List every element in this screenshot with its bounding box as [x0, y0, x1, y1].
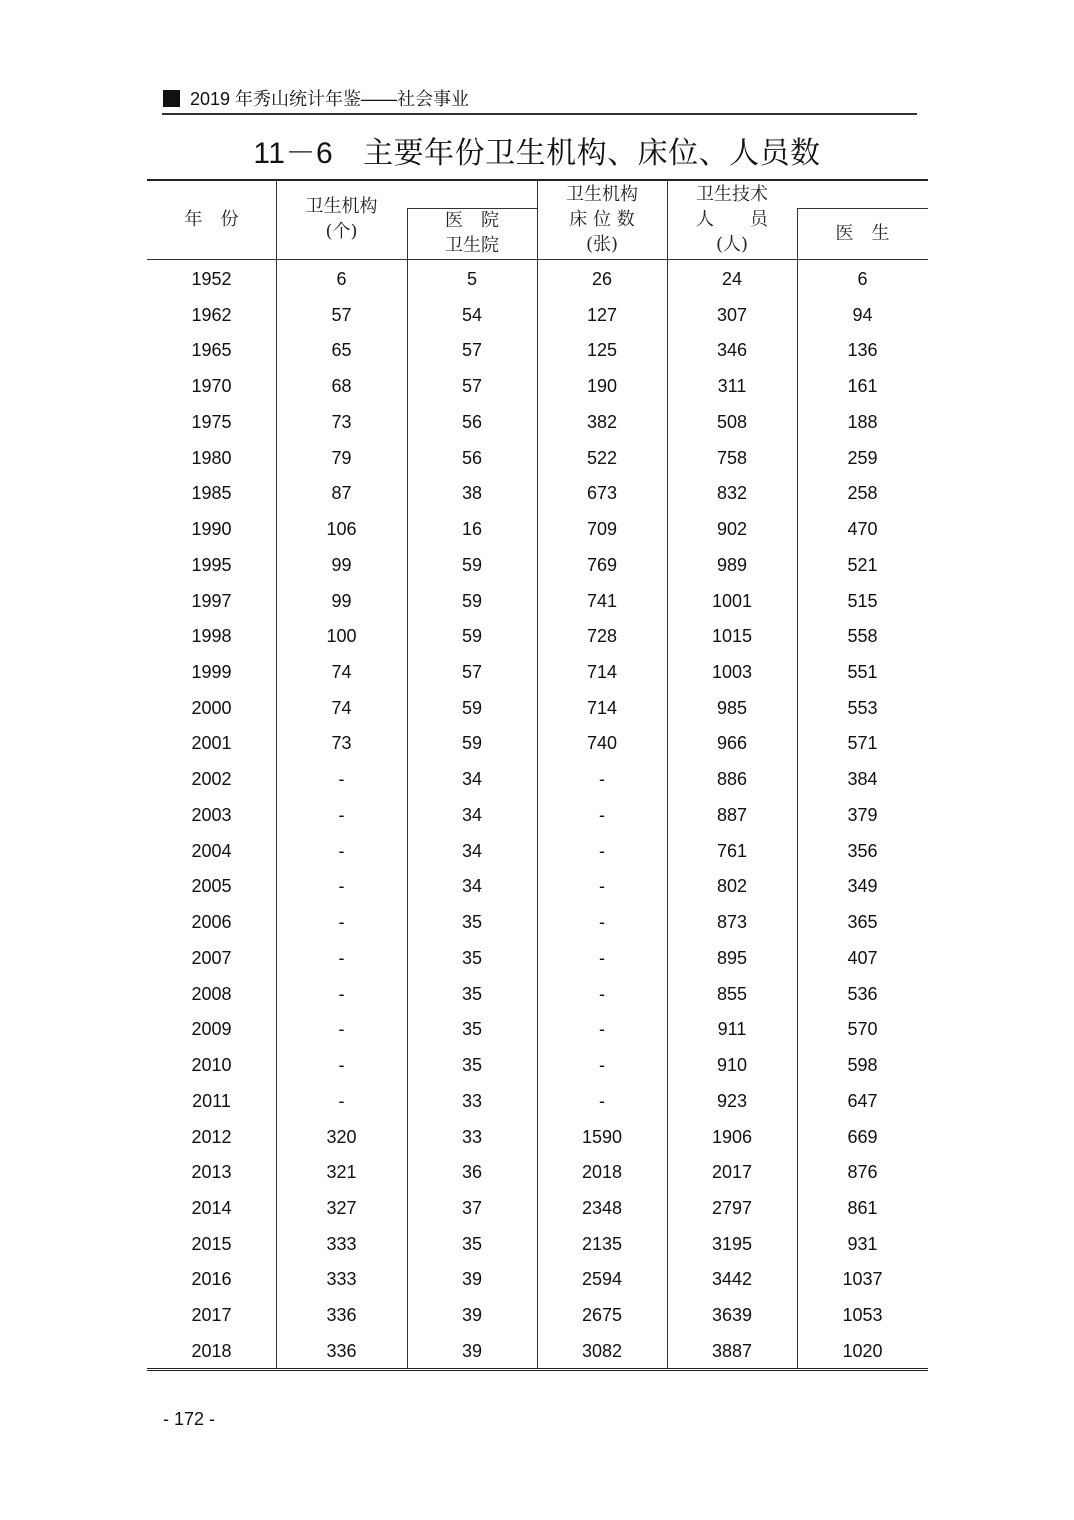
header-beds — [537, 182, 667, 257]
cell-tech-staff: 3442 — [711, 1269, 753, 1290]
cell-year: 1965 — [191, 340, 232, 361]
cell-tech-staff: 1003 — [711, 662, 753, 683]
header-beds-unit: (张) — [585, 234, 619, 255]
cell-beds: 740 — [586, 733, 618, 754]
table-row — [147, 297, 928, 333]
cell-doctors: 1053 — [842, 1305, 883, 1326]
cell-year: 1997 — [191, 590, 232, 611]
cell-institutions: 336 — [326, 1305, 357, 1326]
cell-institutions: 68 — [331, 376, 352, 397]
cell-tech-staff: 911 — [717, 1019, 747, 1040]
cell-beds: - — [599, 804, 605, 825]
table-row — [147, 833, 928, 869]
table-row — [147, 1119, 928, 1155]
cell-doctors: 1037 — [842, 1269, 883, 1290]
cell-hospitals: 56 — [461, 411, 483, 432]
cell-institutions: 327 — [326, 1197, 357, 1218]
cell-year: 2012 — [191, 1126, 232, 1147]
cell-beds: - — [599, 983, 605, 1004]
cell-beds: 2675 — [581, 1305, 623, 1326]
header-tech-staff-line2: 人 员 — [696, 209, 768, 230]
cell-institutions: 79 — [331, 447, 352, 468]
cell-institutions: 99 — [331, 554, 352, 575]
square-bullet-icon — [163, 90, 180, 107]
cell-tech-staff: 985 — [716, 697, 748, 718]
table-row — [147, 1226, 928, 1262]
cell-tech-staff: 832 — [716, 483, 748, 504]
cell-hospitals: 56 — [461, 447, 483, 468]
cell-beds: 673 — [586, 483, 618, 504]
table-title — [0, 128, 1074, 172]
table-row — [147, 368, 928, 404]
cell-tech-staff: 855 — [716, 983, 748, 1004]
cell-beds: - — [599, 912, 605, 933]
cell-beds: - — [599, 876, 605, 897]
running-head-text: 2019 年秀山统计年鉴——社会事业 — [190, 89, 470, 109]
cell-hospitals: 33 — [461, 1126, 483, 1147]
cell-doctors: 570 — [847, 1019, 878, 1040]
cell-hospitals: 39 — [461, 1305, 483, 1326]
cell-hospitals: 39 — [461, 1269, 483, 1290]
cell-hospitals: 16 — [461, 519, 483, 540]
cell-institutions: - — [338, 1090, 345, 1111]
table-row — [147, 404, 928, 440]
cell-institutions: 336 — [326, 1340, 357, 1361]
cell-hospitals: 59 — [461, 554, 483, 575]
cell-institutions: - — [338, 947, 345, 968]
cell-doctors: 536 — [847, 983, 878, 1004]
cell-tech-staff: 902 — [716, 519, 748, 540]
cell-hospitals: 35 — [461, 1233, 483, 1254]
cell-institutions: 321 — [326, 1162, 357, 1183]
cell-doctors: 598 — [847, 1055, 878, 1076]
header-hospitals-line2: 卫生院 — [445, 235, 499, 256]
cell-doctors: 551 — [847, 662, 878, 683]
cell-year: 2017 — [191, 1305, 232, 1326]
table-row — [147, 332, 928, 368]
cell-doctors: 258 — [847, 483, 878, 504]
cell-doctors: 931 — [847, 1233, 878, 1254]
cell-tech-staff: 910 — [716, 1055, 748, 1076]
cell-institutions: 74 — [331, 697, 352, 718]
table-row — [147, 440, 928, 476]
cell-year: 1980 — [191, 447, 232, 468]
header-tech-staff — [667, 182, 797, 257]
cell-doctors: 558 — [847, 626, 878, 647]
cell-beds: 2594 — [581, 1269, 623, 1290]
cell-doctors: 188 — [847, 411, 878, 432]
table-row — [147, 1333, 928, 1369]
cell-institutions: 6 — [336, 269, 347, 289]
cell-institutions: - — [338, 1055, 345, 1076]
cell-year: 2013 — [191, 1162, 232, 1183]
cell-year: 2011 — [192, 1090, 231, 1111]
cell-tech-staff: 873 — [716, 912, 748, 933]
header-tech-staff-line1: 卫生技术 — [696, 184, 768, 205]
table-row — [147, 261, 928, 297]
table-row — [147, 583, 928, 619]
header-institutions — [276, 194, 407, 244]
cell-beds: 741 — [586, 590, 618, 611]
cell-institutions: 99 — [331, 590, 352, 611]
cell-year: 2001 — [191, 733, 232, 754]
cell-beds: 709 — [586, 519, 618, 540]
cell-institutions: 87 — [331, 483, 352, 504]
cell-beds: 127 — [586, 304, 618, 325]
cell-hospitals: 59 — [461, 626, 483, 647]
cell-doctors: 349 — [847, 876, 878, 897]
cell-hospitals: 54 — [461, 304, 483, 325]
cell-doctors: 647 — [847, 1090, 878, 1111]
cell-tech-staff: 24 — [721, 269, 743, 289]
table-row — [147, 761, 928, 797]
cell-beds: 714 — [586, 697, 618, 718]
header-doctors: 医 生 — [835, 223, 890, 244]
cell-beds: - — [599, 1055, 605, 1076]
cell-doctors: 669 — [847, 1126, 878, 1147]
cell-tech-staff: 1001 — [711, 590, 753, 611]
cell-year: 1975 — [191, 411, 232, 432]
cell-year: 2006 — [191, 912, 232, 933]
cell-tech-staff: 758 — [716, 447, 748, 468]
cell-institutions: - — [338, 769, 345, 790]
page-number: - 172 - — [163, 1409, 216, 1429]
header-beds-line2: 床 位 数 — [569, 209, 635, 230]
table-row — [147, 618, 928, 654]
cell-tech-staff: 311 — [717, 376, 747, 397]
cell-doctors: 521 — [847, 554, 878, 575]
cell-doctors: 379 — [847, 804, 878, 825]
cell-institutions: - — [338, 912, 345, 933]
cell-hospitals: 34 — [461, 804, 483, 825]
cell-hospitals: 35 — [461, 1019, 483, 1040]
cell-tech-staff: 887 — [716, 804, 748, 825]
table-row — [147, 511, 928, 547]
table-row — [147, 1261, 928, 1297]
cell-doctors: 1020 — [842, 1340, 883, 1361]
cell-beds: 190 — [586, 376, 618, 397]
table-row — [147, 904, 928, 940]
cell-year: 1952 — [191, 269, 232, 289]
header-hospitals — [407, 208, 537, 258]
header-beds-line1: 卫生机构 — [566, 184, 638, 205]
table-row — [147, 1083, 928, 1119]
table-number: 11－6 — [253, 137, 334, 170]
cell-institutions: 74 — [331, 662, 352, 683]
cell-doctors: 407 — [847, 947, 878, 968]
table-row — [147, 1190, 928, 1226]
cell-hospitals: 35 — [461, 947, 483, 968]
cell-institutions: 320 — [326, 1126, 357, 1147]
cell-hospitals: 59 — [461, 697, 483, 718]
cell-institutions: - — [338, 840, 345, 861]
cell-hospitals: 35 — [461, 912, 483, 933]
cell-year: 2003 — [191, 804, 232, 825]
cell-tech-staff: 802 — [716, 876, 748, 897]
cell-tech-staff: 761 — [716, 840, 748, 861]
cell-beds: 2135 — [581, 1233, 623, 1254]
cell-hospitals: 37 — [461, 1197, 483, 1218]
cell-institutions: - — [338, 983, 345, 1004]
cell-beds: - — [599, 840, 605, 861]
table-row — [147, 547, 928, 583]
cell-year: 1985 — [191, 483, 232, 504]
cell-tech-staff: 3887 — [711, 1340, 753, 1361]
cell-beds: 3082 — [581, 1340, 623, 1361]
table-bottom-rule — [147, 1368, 928, 1371]
header-hospitals-line1: 医 院 — [445, 210, 499, 231]
cell-beds: - — [599, 1019, 605, 1040]
cell-tech-staff: 966 — [716, 733, 748, 754]
cell-beds: - — [599, 1090, 605, 1111]
cell-doctors: 136 — [847, 340, 878, 361]
cell-doctors: 356 — [847, 840, 878, 861]
cell-doctors: 384 — [847, 769, 878, 790]
cell-year: 2008 — [191, 983, 232, 1004]
cell-hospitals: 35 — [461, 983, 483, 1004]
cell-tech-staff: 1906 — [711, 1126, 753, 1147]
cell-year: 1970 — [191, 376, 232, 397]
table-row — [147, 976, 928, 1012]
header-institutions-line1: 卫生机构 — [305, 196, 378, 217]
cell-institutions: - — [338, 1019, 345, 1040]
table-row — [147, 1011, 928, 1047]
cell-beds: 769 — [586, 554, 618, 575]
cell-year: 1990 — [191, 519, 232, 540]
cell-beds: - — [599, 947, 605, 968]
cell-year: 2014 — [191, 1197, 232, 1218]
cell-institutions: 73 — [331, 733, 352, 754]
header-institutions-unit: (个) — [325, 221, 358, 242]
table-row — [147, 1297, 928, 1333]
cell-tech-staff: 508 — [716, 411, 748, 432]
cell-hospitals: 36 — [461, 1162, 483, 1183]
cell-tech-staff: 3639 — [711, 1305, 753, 1326]
cell-doctors: 161 — [847, 376, 878, 397]
cell-year: 1999 — [191, 662, 232, 683]
cell-hospitals: 35 — [461, 1055, 483, 1076]
cell-year: 1995 — [191, 554, 232, 575]
cell-institutions: 57 — [331, 304, 352, 325]
cell-year: 1962 — [191, 304, 232, 325]
cell-tech-staff: 346 — [716, 340, 748, 361]
cell-beds: 382 — [586, 411, 618, 432]
cell-tech-staff: 307 — [716, 304, 748, 325]
cell-institutions: 333 — [326, 1233, 357, 1254]
cell-hospitals: 57 — [461, 340, 483, 361]
cell-doctors: 470 — [847, 519, 878, 540]
cell-hospitals: 33 — [461, 1090, 483, 1111]
cell-year: 2010 — [191, 1055, 232, 1076]
cell-doctors: 876 — [847, 1162, 878, 1183]
cell-hospitals: 57 — [461, 376, 483, 397]
cell-beds: 2018 — [581, 1162, 623, 1183]
head-rule — [162, 113, 917, 115]
table-row — [147, 868, 928, 904]
cell-doctors: 259 — [847, 447, 878, 468]
table-title-text: 主要年份卫生机构、床位、人员数 — [363, 137, 821, 170]
table-row — [147, 475, 928, 511]
cell-hospitals: 59 — [461, 733, 483, 754]
cell-tech-staff: 1015 — [711, 626, 753, 647]
running-head — [163, 86, 469, 110]
cell-year: 2018 — [191, 1340, 232, 1361]
header-year: 年 份 — [184, 209, 239, 230]
cell-doctors: 6 — [857, 269, 868, 289]
table-row — [147, 940, 928, 976]
header-sub-rule-doctors — [797, 208, 928, 209]
cell-doctors: 571 — [847, 733, 878, 754]
table-row — [147, 690, 928, 726]
cell-hospitals: 57 — [461, 662, 483, 683]
cell-hospitals: 34 — [461, 840, 483, 861]
cell-beds: 125 — [586, 340, 618, 361]
cell-institutions: - — [338, 804, 345, 825]
cell-year: 2005 — [191, 876, 232, 897]
cell-institutions: 65 — [331, 340, 352, 361]
cell-year: 1998 — [191, 626, 232, 647]
table-row — [147, 725, 928, 761]
cell-beds: 728 — [586, 626, 618, 647]
cell-beds: 522 — [586, 447, 618, 468]
cell-hospitals: 34 — [461, 876, 483, 897]
cell-beds: 1590 — [581, 1126, 623, 1147]
cell-doctors: 365 — [847, 912, 878, 933]
table-row — [147, 797, 928, 833]
cell-year: 2009 — [191, 1019, 232, 1040]
cell-year: 2015 — [191, 1233, 232, 1254]
table-row — [147, 1047, 928, 1083]
cell-year: 2000 — [191, 697, 232, 718]
cell-year: 2002 — [191, 769, 232, 790]
cell-tech-staff: 3195 — [711, 1233, 753, 1254]
cell-hospitals: 34 — [461, 769, 483, 790]
cell-institutions: 106 — [326, 519, 357, 540]
cell-tech-staff: 2017 — [711, 1162, 753, 1183]
cell-tech-staff: 989 — [716, 554, 748, 575]
cell-doctors: 553 — [847, 697, 878, 718]
cell-doctors: 861 — [847, 1197, 878, 1218]
cell-hospitals: 59 — [461, 590, 483, 611]
cell-year: 2016 — [191, 1269, 232, 1290]
cell-tech-staff: 895 — [716, 947, 748, 968]
cell-institutions: 333 — [326, 1269, 357, 1290]
cell-beds: 26 — [591, 269, 613, 289]
cell-doctors: 515 — [847, 590, 878, 611]
cell-tech-staff: 2797 — [711, 1197, 753, 1218]
table-row — [147, 1154, 928, 1190]
cell-hospitals: 38 — [461, 483, 483, 504]
cell-year: 2007 — [191, 947, 232, 968]
cell-year: 2004 — [191, 840, 232, 861]
cell-tech-staff: 923 — [716, 1090, 748, 1111]
cell-hospitals: 39 — [461, 1340, 483, 1361]
cell-institutions: 73 — [331, 411, 352, 432]
cell-tech-staff: 886 — [716, 769, 748, 790]
cell-doctors: 94 — [852, 304, 873, 325]
cell-beds: 714 — [586, 662, 618, 683]
header-tech-staff-unit: (人) — [715, 234, 749, 255]
table-row — [147, 654, 928, 690]
cell-beds: 2348 — [581, 1197, 623, 1218]
cell-institutions: - — [338, 876, 345, 897]
cell-institutions: 100 — [326, 626, 357, 647]
cell-hospitals: 5 — [466, 269, 477, 289]
cell-beds: - — [599, 769, 605, 790]
